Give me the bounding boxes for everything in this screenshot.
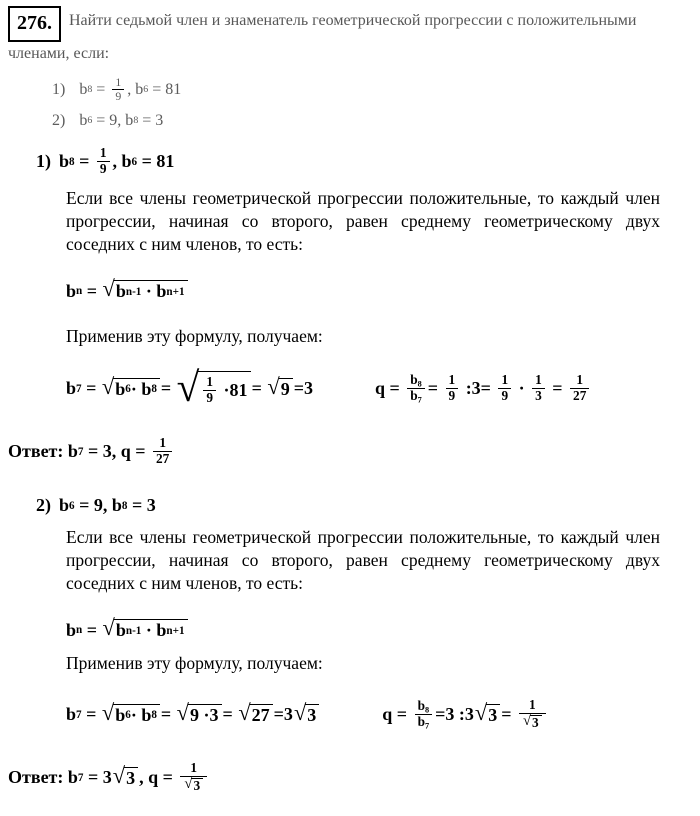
- math-fraction: [446, 373, 459, 404]
- math-fraction: [532, 373, 545, 404]
- math-subscript: 8: [417, 380, 422, 390]
- math-radical: [523, 715, 542, 731]
- math-fraction: [407, 373, 425, 404]
- math-text: 9: [280, 378, 290, 399]
- math-radical: [267, 373, 292, 400]
- radical-body: b 6 · b 8: [113, 378, 160, 400]
- math-text: b: [66, 378, 77, 399]
- math-text: =: [82, 280, 102, 301]
- given-item-1: [52, 76, 688, 104]
- math-text: = 3: [127, 495, 156, 516]
- radical-sign: √: [176, 364, 200, 411]
- fraction-numerator: [97, 146, 110, 161]
- radical-body: [188, 704, 222, 726]
- math-radical: [101, 699, 160, 726]
- math-text: ·81: [219, 380, 248, 401]
- radical-body: [279, 378, 293, 400]
- math-text: =: [251, 378, 267, 399]
- math-fraction: [415, 699, 433, 730]
- math-text: = 9, b: [74, 495, 122, 516]
- math-text: 1: [206, 374, 214, 390]
- radical-body: [198, 371, 250, 406]
- math-text: =: [160, 378, 176, 399]
- math-subscript: 8: [424, 705, 430, 715]
- radical-sign: √: [238, 699, 251, 725]
- math-text: 1: [159, 435, 166, 451]
- math-text: b: [410, 372, 418, 388]
- math-text: b: [59, 151, 70, 172]
- math-radical: [293, 699, 319, 726]
- math-text: , q =: [139, 767, 178, 788]
- fraction-denominator: [498, 388, 511, 404]
- math-text: 3: [535, 388, 542, 404]
- given-formula-2: b 6 = 9, b 8 = 3: [79, 112, 164, 130]
- math-text: 1: [448, 372, 456, 388]
- fraction-denominator: [532, 388, 545, 404]
- math-text: =: [501, 704, 516, 725]
- problem-number: 276.: [17, 12, 52, 34]
- math-text: 1: [99, 145, 107, 161]
- math-text: 1: [576, 372, 584, 388]
- explanation-paragraph-1: Если все члены геометрической прогрессии положительные, то каждый член прогрессии, начиная со второго, равен среднему геометрическому двух соседних с ним членов, то есть:: [66, 188, 660, 255]
- given-index-1: 1): [52, 80, 66, 98]
- solution-part-2: [8, 495, 688, 806]
- math-text: b: [66, 704, 77, 725]
- fraction-denominator: [570, 388, 589, 404]
- answer-line-2: Ответ: b 7 = 3 √ 3 , q = 1 √ 3: [8, 761, 210, 794]
- radical-sign: √: [474, 699, 488, 725]
- math-text: b: [417, 698, 425, 714]
- math-text: 9: [99, 161, 107, 177]
- math-text: =: [82, 619, 102, 640]
- radical-sign: √: [267, 373, 280, 399]
- math-text: · b: [130, 378, 152, 399]
- math-radical: [101, 373, 160, 400]
- math-text: Ответ: b: [8, 441, 78, 462]
- fraction-denominator: [407, 388, 425, 404]
- mean-formula-2: b n = √ b n-1 · b n+1: [66, 619, 189, 641]
- math-text: 9: [206, 390, 214, 406]
- problem-number-box: [8, 6, 61, 42]
- math-text: =: [74, 151, 94, 172]
- fraction-numerator: [203, 375, 216, 390]
- problem-header: [8, 6, 688, 67]
- math-text: 27: [573, 388, 587, 404]
- math-radical: [176, 364, 251, 411]
- radical-sign: √: [102, 276, 115, 302]
- math-text: b: [115, 620, 126, 641]
- answer-line-1: Ответ: b 7 = 3, q = $\frac{1}{27}$: [8, 436, 175, 467]
- math-text: 1: [501, 372, 509, 388]
- math-text: = 81: [137, 151, 175, 172]
- part-1-heading-formula: b 8 = $\frac{1}{9}$ , b 6 = 81: [59, 145, 175, 177]
- q-formula-1: [375, 373, 592, 404]
- math-text: 3: [532, 715, 539, 731]
- radical-body: b 6 · b 8: [113, 704, 160, 726]
- math-text: =: [427, 378, 443, 399]
- fraction-numerator: [153, 436, 172, 451]
- solution-part-1: [8, 146, 688, 479]
- math-text: 9 ·3: [190, 704, 219, 725]
- fraction-denominator: [97, 161, 110, 177]
- fraction-numerator: [570, 373, 589, 388]
- fraction-denominator: [112, 89, 124, 103]
- math-text: 27: [156, 451, 170, 467]
- math-text: b: [115, 281, 126, 302]
- q-formula-2: [382, 698, 548, 731]
- math-fraction: [203, 375, 216, 406]
- math-text: b: [417, 714, 425, 730]
- math-radical: [184, 778, 203, 794]
- radical-body: [250, 704, 273, 726]
- radical-sign: √: [176, 699, 190, 725]
- math-fraction: [498, 373, 511, 404]
- math-text: , b: [127, 80, 144, 98]
- math-text: b: [66, 619, 77, 640]
- explanation-paragraph-2: Если все члены геометрической прогрессии положительные, то каждый член прогрессии, начиная со второго, равен среднему геометрическому двух соседних с ним членов, то есть:: [66, 527, 660, 594]
- mean-formula-1: b n = √ b n-1 · b n+1: [66, 280, 189, 302]
- fraction-numerator: [112, 76, 124, 89]
- math-text: = 81: [148, 80, 182, 98]
- radical-body: [124, 767, 138, 789]
- fraction-denominator: [180, 776, 207, 794]
- fraction-denominator: [519, 713, 546, 731]
- math-text: · b: [141, 620, 167, 641]
- math-text: = 3, q =: [83, 441, 151, 462]
- math-subscript: 7: [417, 395, 422, 405]
- fraction-numerator: [446, 373, 459, 388]
- fraction-numerator: [498, 373, 511, 388]
- math-text: b: [66, 280, 77, 301]
- math-text: q =: [382, 704, 412, 725]
- given-item-2: [52, 112, 688, 130]
- fraction-denominator: [446, 388, 459, 404]
- math-text: =: [81, 704, 101, 725]
- part-2-heading: [36, 495, 688, 516]
- b7-formula-2: b 7 = √ b 6 · b 8 = √ 9 ·3 = √ 27 =3 √ 3: [66, 704, 320, 726]
- math-text: , b: [112, 151, 132, 172]
- math-text: =: [547, 378, 568, 399]
- math-text: 1: [115, 74, 122, 89]
- math-text: 27: [251, 704, 270, 725]
- b7-formula-1: b 7 = √ b 6 · b 8 = √ $\frac{1}{9}$ ·81 = √ 9 =3: [66, 364, 313, 411]
- radical-body: [305, 704, 319, 726]
- part-1-heading: [36, 146, 688, 177]
- given-formula-1: b 8 = $\frac{1}{9}$ , b 6 = 81: [79, 74, 182, 104]
- math-text: · b: [141, 281, 167, 302]
- math-text: =: [92, 80, 110, 98]
- math-text: =: [222, 704, 238, 725]
- math-fraction: [519, 698, 546, 731]
- math-text: 9: [115, 89, 122, 104]
- math-text: =3 :3: [435, 704, 474, 725]
- math-radical: [112, 762, 138, 789]
- math-text: 1: [535, 372, 542, 388]
- radical-sign: √: [112, 762, 126, 788]
- math-text: =3: [273, 704, 293, 725]
- math-fraction: [570, 373, 589, 404]
- math-text: b: [115, 378, 126, 399]
- math-text: b: [79, 112, 88, 130]
- radical-body: b n-1 · b n+1: [114, 280, 188, 302]
- math-text: = 3: [83, 767, 112, 788]
- math-text: ·: [514, 378, 530, 399]
- math-text: b: [115, 704, 126, 725]
- math-radical: [102, 615, 188, 641]
- math-radical: [176, 699, 222, 726]
- math-radical: [238, 699, 272, 726]
- fraction-numerator: [407, 373, 425, 388]
- part-2-heading-formula: b 6 = 9, b 8 = 3: [59, 495, 156, 516]
- math-radical: [474, 699, 500, 726]
- fraction-numerator: [519, 698, 546, 713]
- math-text: b: [79, 80, 88, 98]
- math-subscript: 7: [424, 721, 430, 731]
- given-list: [52, 76, 688, 131]
- radical-sign: √: [523, 713, 532, 730]
- radical-sign: √: [101, 373, 115, 399]
- math-text: · b: [130, 704, 152, 725]
- fraction-denominator: [415, 714, 433, 730]
- given-index-2: 2): [52, 112, 66, 130]
- math-text: 9: [448, 388, 456, 404]
- radical-body: [486, 704, 500, 726]
- math-text: :3=: [461, 378, 496, 399]
- math-fraction: [180, 761, 207, 794]
- math-fraction: [153, 436, 172, 467]
- radical-body: [191, 778, 203, 794]
- math-text: 9: [501, 388, 509, 404]
- radical-body: [530, 715, 542, 731]
- math-text: Ответ: b: [8, 767, 78, 788]
- math-text: 3: [307, 704, 317, 725]
- math-text: b: [410, 388, 418, 404]
- math-text: 3: [193, 778, 201, 794]
- math-text: =: [160, 704, 176, 725]
- radical-sign: √: [102, 615, 115, 641]
- math-text: =3: [293, 378, 313, 399]
- part-2-index: 2): [36, 495, 51, 516]
- math-fraction: [112, 76, 124, 104]
- math-text: 1: [529, 697, 536, 713]
- problem-statement: Найти седьмой член и знаменатель геометрической прогрессии с положительными членами, если:: [8, 12, 637, 62]
- radical-sign: √: [184, 776, 193, 793]
- math-text: q =: [374, 378, 405, 399]
- fraction-denominator: [153, 451, 172, 467]
- math-text: 3: [488, 704, 498, 725]
- math-radical: [102, 276, 188, 302]
- math-fraction: [97, 146, 110, 177]
- math-text: = 3: [138, 112, 164, 130]
- apply-text-2: Применив эту формулу, получаем:: [66, 653, 323, 674]
- radical-sign: √: [101, 699, 115, 725]
- math-text: = 9, b: [92, 112, 134, 130]
- math-text: b: [59, 495, 70, 516]
- apply-text-1: Применив эту формулу, получаем:: [66, 326, 323, 347]
- part-1-index: 1): [36, 151, 51, 172]
- radical-body: b n-1 · b n+1: [114, 619, 188, 641]
- fraction-numerator: [415, 699, 433, 714]
- math-text: 1: [190, 760, 198, 776]
- radical-sign: √: [293, 699, 307, 725]
- fraction-denominator: [203, 390, 216, 406]
- math-text: 3: [126, 767, 136, 788]
- fraction-numerator: [532, 373, 545, 388]
- math-text: =: [81, 378, 101, 399]
